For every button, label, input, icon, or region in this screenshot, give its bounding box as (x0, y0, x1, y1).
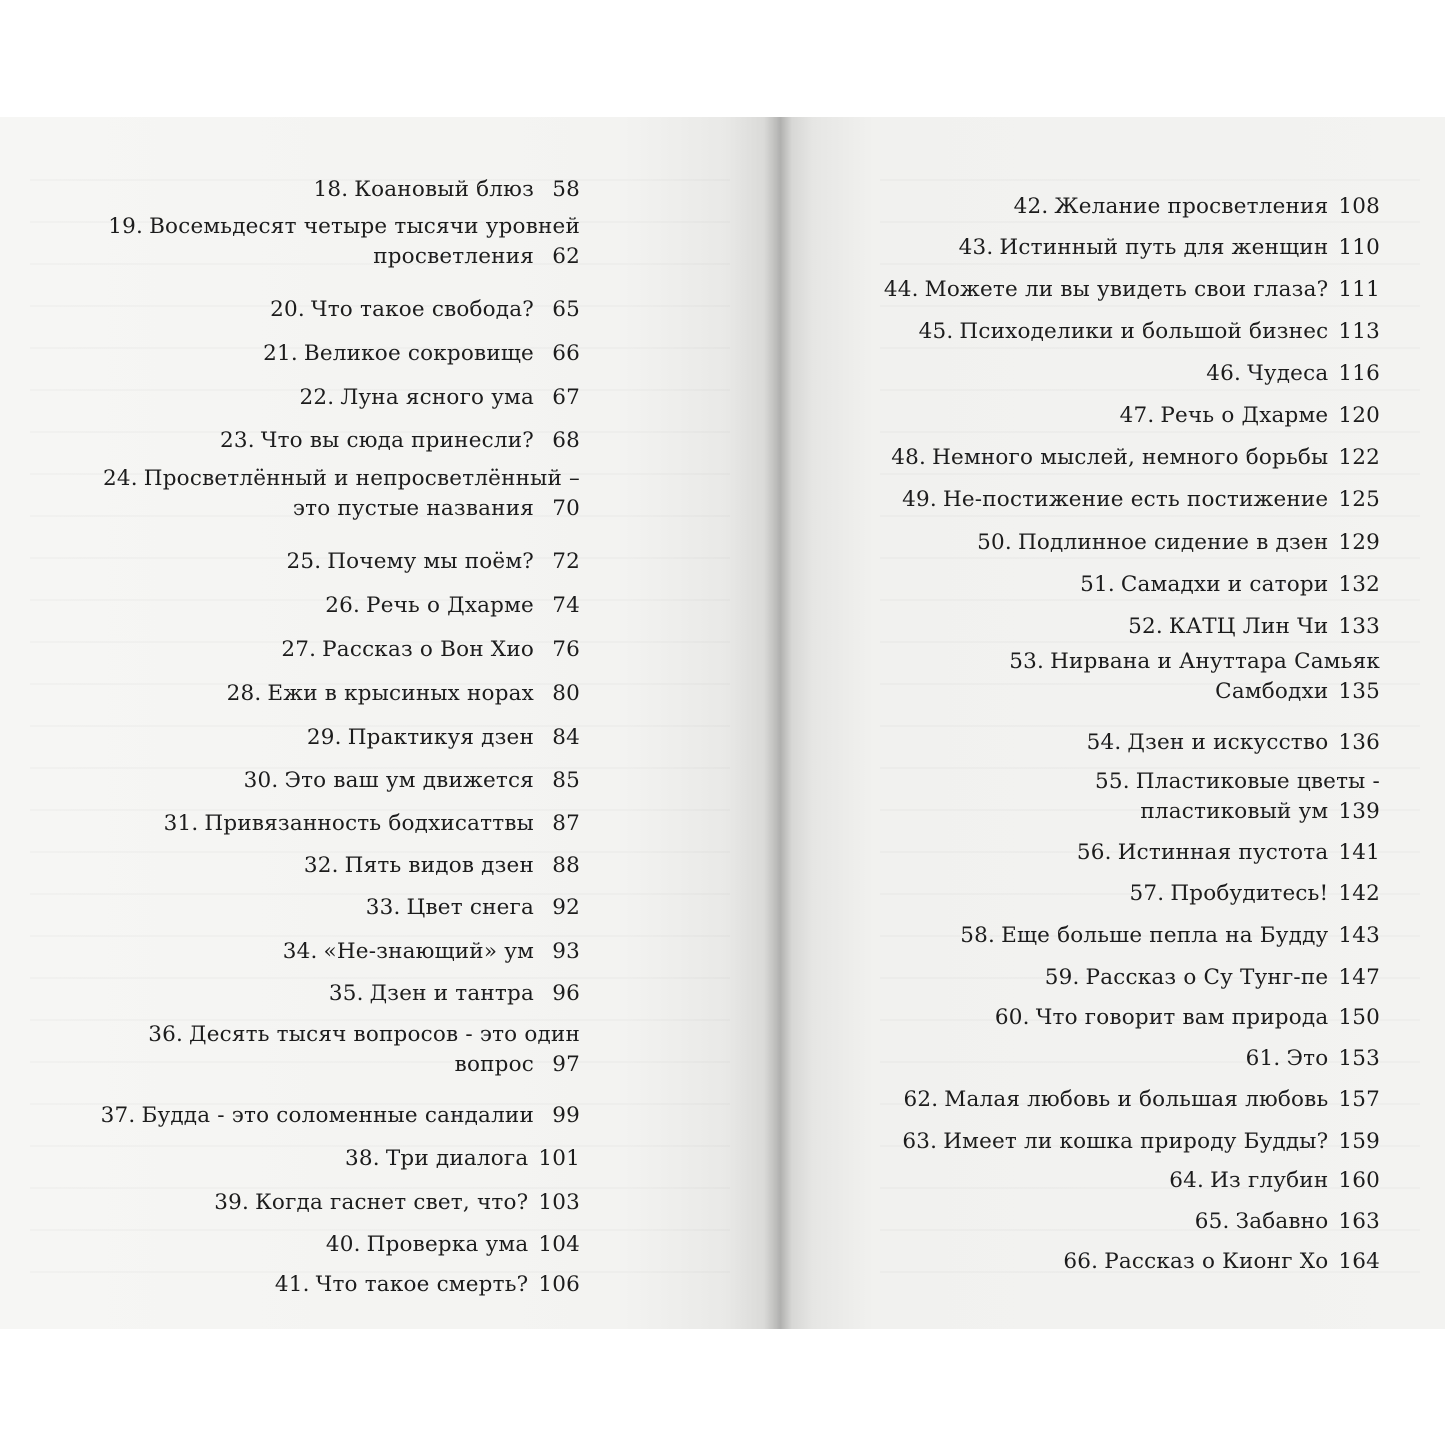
toc-entry-line (1120, 403, 1380, 428)
chapter-title: Желание просветления (1054, 194, 1329, 219)
chapter-number: 46. (1206, 361, 1242, 386)
toc-entry-line (1063, 1249, 1380, 1274)
chapter-title-cont-text: пластиковый ум (1140, 799, 1329, 824)
toc-entry-line (977, 530, 1380, 555)
chapter-title-continuation (148, 1050, 580, 1080)
toc-entry-line (345, 1146, 580, 1171)
chapter-number: 29. (306, 725, 342, 750)
toc-entry-line (108, 214, 580, 239)
toc-entry-line (326, 1232, 580, 1257)
page-number: 70 (552, 496, 580, 521)
chapter-number: 51. (1080, 572, 1115, 597)
toc-entry (902, 485, 1380, 515)
page-number: 62 (552, 244, 580, 269)
chapter-number: 27. (281, 637, 317, 662)
toc-entry (902, 1127, 1380, 1157)
chapter-number: 22. (299, 385, 335, 410)
toc-entry (903, 1085, 1380, 1115)
toc-entry-line (275, 1272, 580, 1297)
page-number: 74 (552, 593, 580, 618)
page-number: 116 (1338, 361, 1380, 386)
page-number: 150 (1338, 1005, 1380, 1030)
chapter-number: 54. (1086, 730, 1122, 755)
chapter-title: Рассказ о Кионг Хо (1104, 1249, 1329, 1274)
page-number: 96 (552, 981, 580, 1006)
chapter-title: Пробудитесь! (1170, 881, 1329, 906)
chapter-title: Что вы сюда принесли? (260, 428, 534, 453)
toc-entry (329, 979, 580, 1009)
chapter-number: 21. (263, 341, 298, 366)
chapter-title: Пластиковые цветы - (1135, 769, 1380, 794)
book-gutter (764, 117, 792, 1329)
page-number: 157 (1338, 1087, 1380, 1112)
chapter-title: Дзен и тантра (369, 981, 534, 1006)
chapter-number: 44. (883, 277, 919, 302)
chapter-number: 53. (1009, 649, 1045, 674)
page-number: 65 (552, 297, 580, 322)
chapter-title: КАТЦ Лин Чи (1168, 614, 1329, 639)
toc-entry-line (366, 895, 580, 920)
toc-entry (995, 1003, 1380, 1033)
chapter-title: Это ваш ум движется (284, 768, 534, 793)
chapter-title: Будда - это соломенные сандалии (141, 1103, 534, 1128)
toc-entry-line (220, 428, 580, 453)
chapter-number: 62. (903, 1087, 939, 1112)
page-number: 58 (552, 177, 580, 202)
chapter-number: 38. (345, 1146, 380, 1171)
chapter-title: Забавно (1235, 1209, 1329, 1234)
page-number: 87 (552, 811, 580, 836)
page-number: 132 (1338, 572, 1380, 597)
chapter-number: 18. (313, 177, 349, 202)
chapter-title-cont-text: вопрос (454, 1052, 534, 1077)
toc-entry-line (244, 768, 580, 793)
chapter-title: Подлинное сидение в дзен (1017, 530, 1329, 555)
chapter-title: Ежи в крысиных норах (267, 681, 534, 706)
toc-entry-line (1095, 769, 1380, 794)
chapter-number: 25. (286, 549, 322, 574)
chapter-title: Когда гаснет свет, что? (255, 1190, 529, 1215)
page-number: 99 (552, 1103, 580, 1128)
chapter-title-continuation (103, 494, 580, 524)
chapter-number: 20. (270, 297, 305, 322)
chapter-title: Чудеса (1247, 361, 1329, 386)
toc-entry (314, 175, 581, 205)
toc-entry-line (148, 1022, 580, 1047)
toc-entry (977, 528, 1380, 558)
chapter-number: 37. (100, 1103, 136, 1128)
toc-entry (884, 275, 1380, 305)
toc-entry-line (329, 981, 580, 1006)
toc-entry-line (1246, 1046, 1380, 1071)
chapter-number: 48. (891, 445, 927, 470)
toc-entry (366, 893, 580, 923)
toc-entry (164, 809, 580, 839)
chapter-number: 39. (214, 1190, 250, 1215)
page-number: 141 (1338, 840, 1380, 865)
chapter-title: Луна ясного ума (340, 385, 534, 410)
chapter-title: Что говорит вам природа (1035, 1005, 1329, 1030)
toc-entry-line (300, 385, 580, 410)
page-number: 153 (1338, 1046, 1380, 1071)
page-number: 113 (1338, 319, 1380, 344)
chapter-number: 65. (1194, 1209, 1230, 1234)
toc-entry (1077, 838, 1380, 868)
chapter-number: 30. (243, 768, 279, 793)
toc-entry (304, 851, 580, 881)
chapter-title: Великое сокровище (303, 341, 534, 366)
toc-entry (220, 426, 580, 456)
page-number: 139 (1338, 799, 1380, 824)
toc-entry (1045, 963, 1380, 993)
page-number: 163 (1338, 1209, 1380, 1234)
toc-entry-line (959, 235, 1380, 260)
toc-entry (960, 921, 1380, 951)
page-number: 103 (538, 1190, 580, 1215)
chapter-title: Немного мыслей, немного борьбы (932, 445, 1329, 470)
toc-entry-line (995, 1005, 1380, 1030)
page-number: 108 (1338, 194, 1380, 219)
toc-entry (1206, 359, 1380, 389)
toc-entry (275, 1270, 580, 1300)
toc-entry-line (903, 1087, 1380, 1112)
page-number: 101 (538, 1146, 580, 1171)
toc-entry-line (283, 939, 580, 964)
page-number: 72 (552, 549, 580, 574)
chapter-number: 41. (274, 1272, 310, 1297)
chapter-title: Коановый блюз (354, 177, 534, 202)
toc-entry (101, 1101, 580, 1131)
chapter-number: 61. (1245, 1046, 1281, 1071)
toc-entry-line (1009, 649, 1380, 674)
chapter-title: Имеет ли кошка природу Будды? (943, 1129, 1329, 1154)
chapter-title: Психоделики и большой бизнес (959, 319, 1329, 344)
chapter-number: 34. (282, 939, 318, 964)
toc-entry-line (1080, 572, 1380, 597)
chapter-title: Речь о Дхарме (366, 593, 534, 618)
toc-entry (227, 679, 580, 709)
toc-entry (300, 383, 580, 413)
page-number: 80 (552, 681, 580, 706)
page-number: 136 (1338, 730, 1380, 755)
chapter-title: Дзен и искусство (1127, 730, 1329, 755)
chapter-number: 40. (325, 1232, 361, 1257)
chapter-number: 50. (977, 530, 1012, 555)
chapter-number: 64. (1169, 1168, 1205, 1193)
toc-entry (1130, 879, 1380, 909)
toc-entry-line (1077, 840, 1380, 865)
toc-entry (1009, 647, 1380, 707)
chapter-number: 52. (1128, 614, 1163, 639)
page-number: 122 (1338, 445, 1380, 470)
toc-entry-line (270, 297, 580, 322)
page-number: 84 (552, 725, 580, 750)
toc-entry (1063, 1247, 1380, 1277)
page-number: 143 (1338, 923, 1380, 948)
page-number: 93 (552, 939, 580, 964)
page-number: 110 (1338, 235, 1380, 260)
chapter-title-continuation (1095, 797, 1380, 827)
chapter-number: 57. (1129, 881, 1165, 906)
chapter-title: Речь о Дхарме (1160, 403, 1329, 428)
toc-entry-line (884, 277, 1380, 302)
chapter-title: Практикуя дзен (347, 725, 534, 750)
chapter-number: 66. (1063, 1249, 1099, 1274)
toc-entry (103, 464, 580, 524)
toc-entry-line (307, 725, 580, 750)
chapter-number: 28. (226, 681, 262, 706)
chapter-number: 58. (960, 923, 996, 948)
chapter-title: Можете ли вы увидеть свои глаза? (924, 277, 1329, 302)
page-number: 104 (538, 1232, 580, 1257)
chapter-number: 56. (1076, 840, 1112, 865)
chapter-title: Привязанность бодхисаттвы (204, 811, 534, 836)
page-number: 129 (1338, 530, 1380, 555)
toc-entry-line (1169, 1168, 1380, 1193)
toc-entry (244, 766, 580, 796)
chapter-title: Почему мы поём? (327, 549, 534, 574)
page-number: 92 (552, 895, 580, 920)
page-number: 147 (1338, 965, 1380, 990)
toc-entry (1195, 1207, 1380, 1237)
page-number: 76 (552, 637, 580, 662)
page-number: 97 (552, 1052, 580, 1077)
toc-entry (1169, 1166, 1380, 1196)
toc-entry-line (164, 811, 580, 836)
toc-entry-line (960, 923, 1380, 948)
toc-entry (345, 1144, 580, 1174)
chapter-title-cont-text: просветления (373, 244, 534, 269)
chapter-number: 43. (958, 235, 994, 260)
chapter-title-cont-text: это пустые названия (292, 496, 534, 521)
page-number: 67 (552, 385, 580, 410)
chapter-number: 49. (902, 487, 937, 512)
chapter-number: 33. (365, 895, 401, 920)
toc-entry-line (101, 1103, 580, 1128)
chapter-title: Рассказ о Су Тунг-пе (1085, 965, 1329, 990)
toc-entry-line (1130, 881, 1380, 906)
chapter-number: 55. (1094, 769, 1130, 794)
toc-entry (1120, 401, 1380, 431)
chapter-title: «Не-знающий» ум (323, 939, 534, 964)
chapter-number: 42. (1013, 194, 1049, 219)
toc-entry-line (891, 445, 1380, 470)
toc-entry-line (1195, 1209, 1380, 1234)
toc-entry (281, 635, 580, 665)
chapter-title: Просветлённый и непросветлённый – (143, 466, 580, 491)
toc-entry (1095, 767, 1380, 827)
open-book (0, 117, 1445, 1329)
toc-entry-line (1128, 614, 1380, 639)
chapter-title: Нирвана и Ануттара Самьяк (1050, 649, 1380, 674)
chapter-number: 26. (325, 593, 361, 618)
chapter-number: 45. (918, 319, 954, 344)
chapter-title: Истинная пустота (1117, 840, 1329, 865)
page-number: 106 (538, 1272, 580, 1297)
toc-entry-line (1087, 730, 1380, 755)
page-number: 88 (552, 853, 580, 878)
chapter-title: Три диалога (385, 1146, 529, 1171)
toc-entry (1014, 192, 1380, 222)
toc-entry (1080, 570, 1380, 600)
chapter-title: Не-постижение есть постижение (942, 487, 1329, 512)
toc-entry-line (314, 177, 581, 202)
chapter-number: 23. (219, 428, 255, 453)
chapter-title: Рассказ о Вон Хио (322, 637, 534, 662)
page-number: 68 (552, 428, 580, 453)
toc-entry-line (281, 637, 580, 662)
toc-entry (891, 443, 1380, 473)
chapter-title: Цвет снега (406, 895, 534, 920)
toc-entry-line (214, 1190, 580, 1215)
page-number: 160 (1338, 1168, 1380, 1193)
toc-entry (286, 547, 580, 577)
toc-entry-line (919, 319, 1380, 344)
chapter-number: 35. (328, 981, 364, 1006)
toc-entry (1128, 612, 1380, 642)
toc-entry-line (902, 487, 1380, 512)
chapter-number: 31. (163, 811, 199, 836)
chapter-number: 63. (902, 1129, 938, 1154)
page-number: 125 (1338, 487, 1380, 512)
toc-entry (1246, 1044, 1380, 1074)
toc-entry (108, 212, 580, 272)
toc-entry-line (286, 549, 580, 574)
chapter-title-continuation (1009, 677, 1380, 707)
page-number: 111 (1338, 277, 1380, 302)
chapter-title: Из глубин (1210, 1168, 1329, 1193)
chapter-title: Восемьдесят четыре тысячи уровней (149, 214, 580, 239)
chapter-title: Что такое свобода? (310, 297, 534, 322)
toc-entry (919, 317, 1380, 347)
toc-entry-line (1045, 965, 1380, 990)
chapter-title: Пять видов дзен (344, 853, 534, 878)
chapter-title: Самадхи и сатори (1120, 572, 1329, 597)
toc-entry-line (325, 593, 580, 618)
toc-entry (283, 937, 580, 967)
chapter-number: 59. (1044, 965, 1080, 990)
toc-entry (326, 1230, 580, 1260)
toc-entry-line (227, 681, 580, 706)
chapter-title: Истинный путь для женщин (999, 235, 1329, 260)
toc-entry-line (304, 853, 580, 878)
chapter-number: 60. (994, 1005, 1030, 1030)
toc-entry (325, 591, 580, 621)
chapter-number: 47. (1119, 403, 1155, 428)
page-number: 66 (552, 341, 580, 366)
toc-entry-line (902, 1129, 1380, 1154)
chapter-title: Десять тысяч вопросов - это один (189, 1022, 580, 1047)
page-number: 85 (552, 768, 580, 793)
toc-entry (959, 233, 1380, 263)
chapter-title: Что такое смерть? (315, 1272, 529, 1297)
chapter-number: 24. (102, 466, 138, 491)
toc-entry-line (263, 341, 580, 366)
toc-entry (1087, 728, 1380, 758)
toc-entry-line (103, 466, 580, 491)
page-number: 142 (1338, 881, 1380, 906)
chapter-title: Еще больше пепла на Будду (1001, 923, 1329, 948)
toc-entry (307, 723, 580, 753)
page-number: 164 (1338, 1249, 1380, 1274)
chapter-title: Это (1286, 1046, 1329, 1071)
toc-entry (148, 1020, 580, 1080)
chapter-title: Малая любовь и большая любовь (944, 1087, 1329, 1112)
toc-entry (214, 1188, 580, 1218)
chapter-title-cont-text: Самбодхи (1215, 679, 1329, 704)
page-number: 135 (1338, 679, 1380, 704)
toc-entry-line (1206, 361, 1380, 386)
page-number: 120 (1338, 403, 1380, 428)
chapter-number: 19. (108, 214, 144, 239)
chapter-title-continuation (108, 242, 580, 272)
chapter-title: Проверка ума (366, 1232, 529, 1257)
toc-entry (263, 339, 580, 369)
toc-entry-line (1014, 194, 1380, 219)
toc-entry (270, 295, 580, 325)
page-number: 133 (1338, 614, 1380, 639)
chapter-number: 36. (148, 1022, 184, 1047)
page-number: 159 (1338, 1129, 1380, 1154)
chapter-number: 32. (303, 853, 339, 878)
